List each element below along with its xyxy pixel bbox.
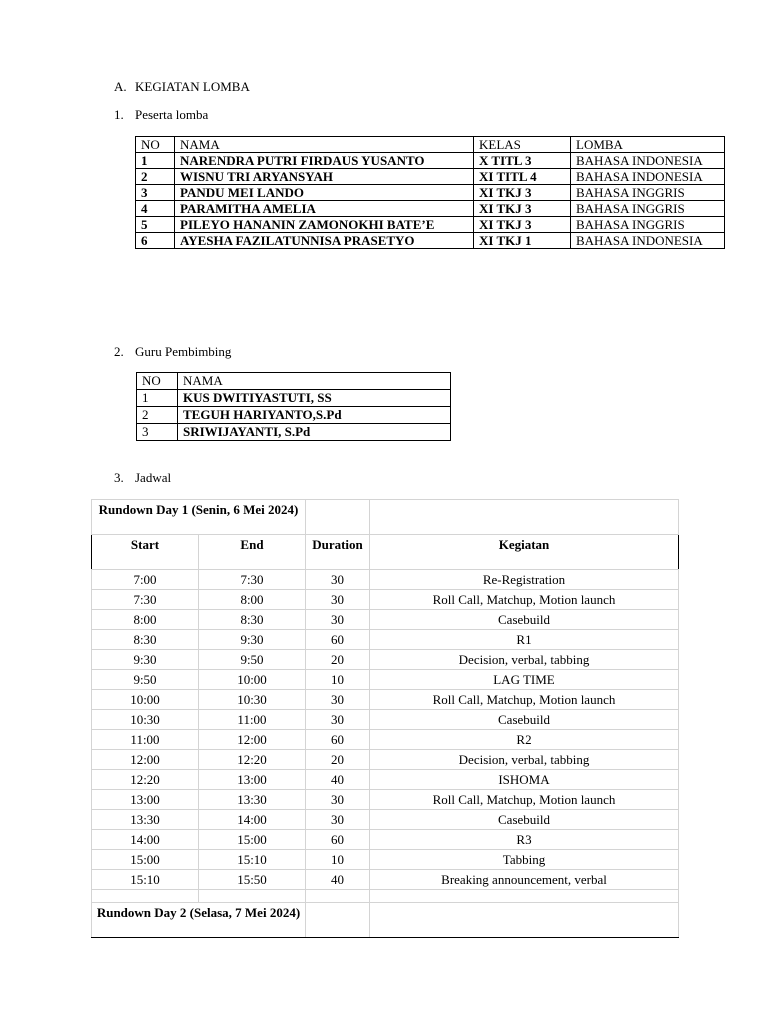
jadwal-day1-title: Rundown Day 1 (Senin, 6 Mei 2024) — [92, 500, 306, 535]
jadwal-kegiatan: R3 — [370, 830, 679, 850]
jadwal-kegiatan: Roll Call, Matchup, Motion launch — [370, 790, 679, 810]
peserta-marker: 1. — [114, 107, 124, 122]
jadwal-start: 7:30 — [92, 590, 199, 610]
jadwal-empty-cell — [370, 500, 679, 535]
peserta-nama: PANDU MEI LANDO — [175, 185, 474, 201]
jadwal-start: 10:00 — [92, 690, 199, 710]
peserta-nama: NARENDRA PUTRI FIRDAUS YUSANTO — [175, 153, 474, 169]
jadwal-kegiatan: Roll Call, Matchup, Motion launch — [370, 690, 679, 710]
jadwal-start: 9:30 — [92, 650, 199, 670]
guru-header-no: NO — [137, 373, 178, 390]
jadwal-kegiatan: Breaking announcement, verbal — [370, 870, 679, 890]
peserta-kelas: X TITL 3 — [474, 153, 571, 169]
table-row — [92, 670, 679, 690]
jadwal-duration: 30 — [306, 590, 370, 610]
jadwal-start: 8:30 — [92, 630, 199, 650]
peserta-kelas: XI TKJ 3 — [474, 217, 571, 233]
peserta-no: 4 — [136, 201, 175, 217]
peserta-lomba: BAHASA INGGRIS — [571, 185, 725, 201]
peserta-no: 3 — [136, 185, 175, 201]
jadwal-start: 7:00 — [92, 570, 199, 590]
table-row — [92, 750, 679, 770]
jadwal-end: 15:10 — [199, 850, 306, 870]
peserta-nama: PILEYO HANANIN ZAMONOKHI BATE’E — [175, 217, 474, 233]
guru-header-row — [137, 373, 451, 390]
jadwal-header-duration: Duration — [306, 535, 370, 570]
jadwal-day2-row — [92, 903, 679, 938]
jadwal-duration: 20 — [306, 650, 370, 670]
jadwal-header-start: Start — [92, 535, 199, 570]
jadwal-empty-cell — [92, 890, 199, 903]
peserta-lomba: BAHASA INGGRIS — [571, 201, 725, 217]
jadwal-start: 14:00 — [92, 830, 199, 850]
peserta-header-kelas: KELAS — [474, 137, 571, 153]
guru-nama: SRIWIJAYANTI, S.Pd — [178, 424, 451, 441]
peserta-header-no: NO — [136, 137, 175, 153]
guru-no: 2 — [137, 407, 178, 424]
jadwal-end: 7:30 — [199, 570, 306, 590]
jadwal-end: 10:30 — [199, 690, 306, 710]
jadwal-duration: 20 — [306, 750, 370, 770]
jadwal-start: 11:00 — [92, 730, 199, 750]
jadwal-empty-cell — [306, 500, 370, 535]
jadwal-header-end: End — [199, 535, 306, 570]
jadwal-day1-row — [92, 500, 679, 535]
jadwal-kegiatan: Decision, verbal, tabbing — [370, 650, 679, 670]
jadwal-table — [91, 499, 679, 938]
jadwal-empty-cell — [306, 903, 370, 938]
jadwal-header-row — [92, 535, 679, 570]
jadwal-end: 12:20 — [199, 750, 306, 770]
jadwal-spacer-row — [92, 890, 679, 903]
peserta-kelas: XI TITL 4 — [474, 169, 571, 185]
jadwal-duration: 10 — [306, 850, 370, 870]
table-row — [137, 390, 451, 407]
peserta-no: 1 — [136, 153, 175, 169]
jadwal-kegiatan: R2 — [370, 730, 679, 750]
jadwal-duration: 30 — [306, 710, 370, 730]
jadwal-kegiatan: Casebuild — [370, 610, 679, 630]
jadwal-day2-title: Rundown Day 2 (Selasa, 7 Mei 2024) — [92, 903, 306, 938]
jadwal-duration: 30 — [306, 610, 370, 630]
peserta-header-nama: NAMA — [175, 137, 474, 153]
guru-no: 3 — [137, 424, 178, 441]
jadwal-kegiatan: R1 — [370, 630, 679, 650]
jadwal-duration: 30 — [306, 810, 370, 830]
guru-table — [136, 372, 451, 441]
guru-no: 1 — [137, 390, 178, 407]
table-row — [137, 407, 451, 424]
jadwal-end: 10:00 — [199, 670, 306, 690]
table-row — [136, 169, 725, 185]
jadwal-kegiatan: Roll Call, Matchup, Motion launch — [370, 590, 679, 610]
table-row — [92, 810, 679, 830]
jadwal-end: 11:00 — [199, 710, 306, 730]
jadwal-duration: 10 — [306, 670, 370, 690]
guru-header-nama: NAMA — [178, 373, 451, 390]
jadwal-duration: 60 — [306, 630, 370, 650]
table-row — [92, 870, 679, 890]
peserta-kelas: XI TKJ 1 — [474, 233, 571, 249]
section-a-heading — [114, 79, 250, 95]
jadwal-kegiatan: Casebuild — [370, 710, 679, 730]
jadwal-title: Jadwal — [135, 470, 172, 485]
jadwal-header-kegiatan: Kegiatan — [370, 535, 679, 570]
peserta-table — [135, 136, 725, 249]
jadwal-end: 8:00 — [199, 590, 306, 610]
jadwal-duration: 60 — [306, 830, 370, 850]
jadwal-end: 9:30 — [199, 630, 306, 650]
guru-marker: 2. — [114, 344, 124, 359]
table-row — [92, 690, 679, 710]
jadwal-start: 10:30 — [92, 710, 199, 730]
jadwal-start: 15:10 — [92, 870, 199, 890]
peserta-lomba: BAHASA INDONESIA — [571, 233, 725, 249]
table-row — [137, 424, 451, 441]
peserta-lomba: BAHASA INDONESIA — [571, 169, 725, 185]
jadwal-kegiatan: Decision, verbal, tabbing — [370, 750, 679, 770]
table-row — [92, 570, 679, 590]
peserta-header-lomba: LOMBA — [571, 137, 725, 153]
table-row — [92, 730, 679, 750]
jadwal-duration: 40 — [306, 870, 370, 890]
jadwal-start: 12:00 — [92, 750, 199, 770]
jadwal-start: 9:50 — [92, 670, 199, 690]
jadwal-end: 14:00 — [199, 810, 306, 830]
jadwal-start: 12:20 — [92, 770, 199, 790]
table-row — [136, 201, 725, 217]
jadwal-end: 8:30 — [199, 610, 306, 630]
jadwal-end: 13:00 — [199, 770, 306, 790]
jadwal-kegiatan: Casebuild — [370, 810, 679, 830]
jadwal-empty-cell — [306, 890, 370, 903]
table-row — [136, 153, 725, 169]
jadwal-kegiatan: LAG TIME — [370, 670, 679, 690]
peserta-lomba: BAHASA INDONESIA — [571, 153, 725, 169]
peserta-heading — [114, 107, 208, 123]
jadwal-start: 8:00 — [92, 610, 199, 630]
table-row — [92, 770, 679, 790]
jadwal-kegiatan: Re-Registration — [370, 570, 679, 590]
table-row — [92, 630, 679, 650]
peserta-nama: AYESHA FAZILATUNNISA PRASETYO — [175, 233, 474, 249]
table-row — [136, 217, 725, 233]
peserta-kelas: XI TKJ 3 — [474, 201, 571, 217]
peserta-nama: PARAMITHA AMELIA — [175, 201, 474, 217]
table-row — [92, 790, 679, 810]
table-row — [136, 185, 725, 201]
table-row — [92, 830, 679, 850]
jadwal-duration: 30 — [306, 790, 370, 810]
guru-nama: KUS DWITIYASTUTI, SS — [178, 390, 451, 407]
jadwal-start: 15:00 — [92, 850, 199, 870]
jadwal-empty-cell — [199, 890, 306, 903]
peserta-no: 5 — [136, 217, 175, 233]
jadwal-kegiatan: Tabbing — [370, 850, 679, 870]
table-row — [92, 650, 679, 670]
peserta-kelas: XI TKJ 3 — [474, 185, 571, 201]
section-a-marker: A. — [114, 79, 127, 94]
jadwal-duration: 30 — [306, 570, 370, 590]
jadwal-end: 13:30 — [199, 790, 306, 810]
table-row — [92, 850, 679, 870]
table-row — [92, 710, 679, 730]
jadwal-duration: 60 — [306, 730, 370, 750]
table-row — [136, 233, 725, 249]
guru-heading — [114, 344, 231, 360]
jadwal-end: 15:50 — [199, 870, 306, 890]
peserta-lomba: BAHASA INGGRIS — [571, 217, 725, 233]
jadwal-heading — [114, 470, 171, 486]
peserta-nama: WISNU TRI ARYANSYAH — [175, 169, 474, 185]
peserta-no: 6 — [136, 233, 175, 249]
jadwal-start: 13:00 — [92, 790, 199, 810]
peserta-no: 2 — [136, 169, 175, 185]
jadwal-end: 9:50 — [199, 650, 306, 670]
jadwal-duration: 30 — [306, 690, 370, 710]
jadwal-end: 15:00 — [199, 830, 306, 850]
peserta-title: Peserta lomba — [135, 107, 209, 122]
guru-title: Guru Pembimbing — [135, 344, 232, 359]
jadwal-start: 13:30 — [92, 810, 199, 830]
guru-nama: TEGUH HARIYANTO,S.Pd — [178, 407, 451, 424]
jadwal-empty-cell — [370, 903, 679, 938]
jadwal-duration: 40 — [306, 770, 370, 790]
jadwal-empty-cell — [370, 890, 679, 903]
table-row — [92, 590, 679, 610]
table-row — [92, 610, 679, 630]
section-a-title: KEGIATAN LOMBA — [135, 79, 250, 94]
jadwal-marker: 3. — [114, 470, 124, 485]
peserta-header-row — [136, 137, 725, 153]
jadwal-kegiatan: ISHOMA — [370, 770, 679, 790]
jadwal-end: 12:00 — [199, 730, 306, 750]
